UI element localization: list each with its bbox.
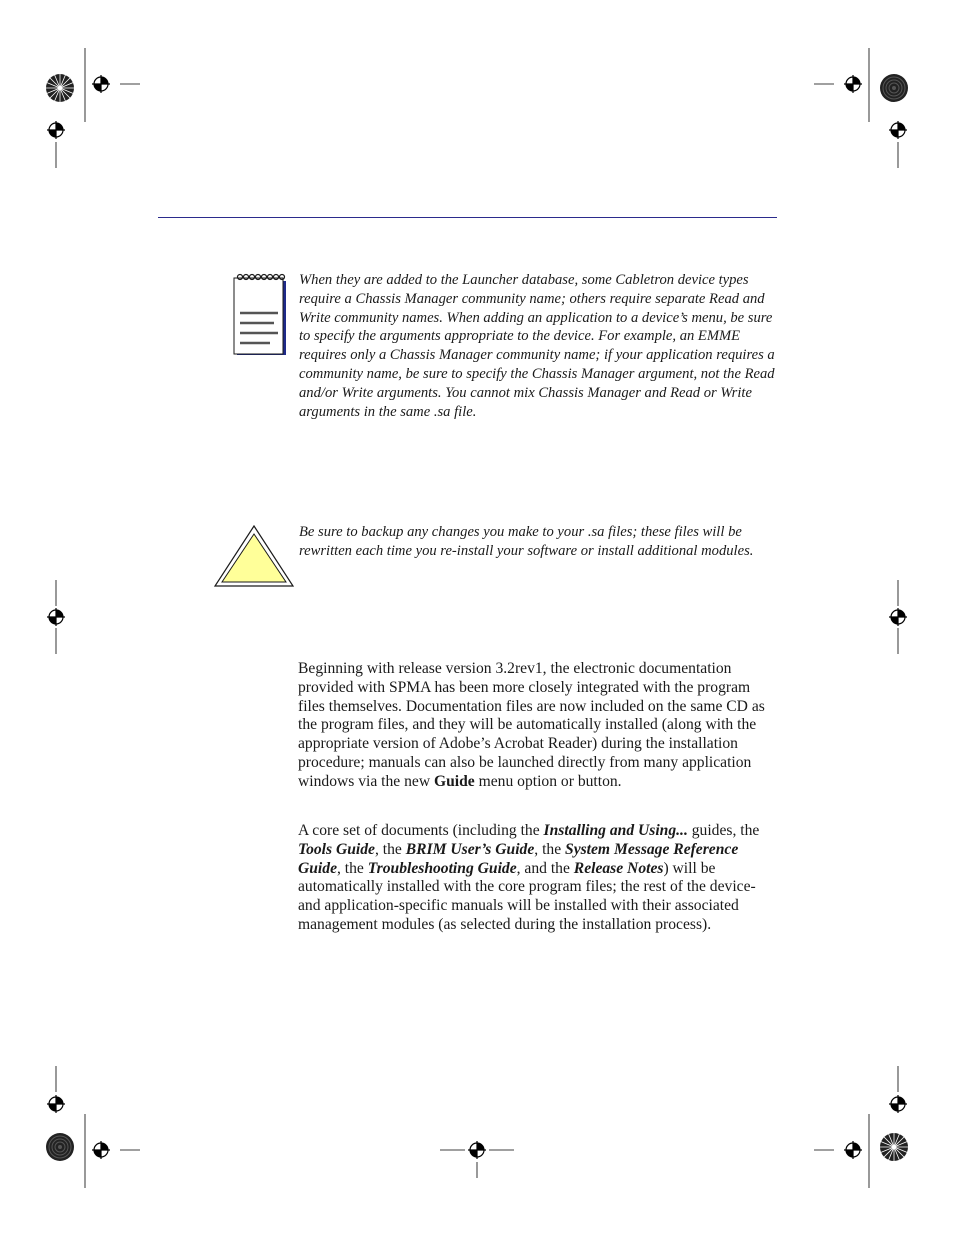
installing-guide-title: Installing and Using... (543, 822, 688, 839)
troubleshooting-guide-title: Troubleshooting Guide (367, 859, 517, 877)
note-text: When they are added to the Launcher database, some Cabletron device types require a Chassis Manager community name; others require separate Read and Write community names. When adding an application to a device’s menu, be sure to specify the arguments appropriate to the device. For example, an EMME requires only a Chassis Manager community name; if your application requires a community name, be sure to specify the Chassis Manager argument, not the Read and/or Write arguments. You cannot mix Chassis Manager and Read or Write arguments in the same .sa file. (299, 272, 775, 420)
p2-text-g: ) will be automatically installed with the core program files; the rest of the device- and application-specific manuals will be installed with their associated management modules (as selected during the installation process). (298, 859, 756, 933)
p2-text-c: , the (374, 840, 406, 858)
body-paragraph-2 (298, 822, 776, 935)
p2-text-f: , and the (516, 859, 574, 877)
p1-text: Beginning with release version 3.2rev1, the electronic documentation provided with SPMA has been more closely integrated with the program files themselves. Documentation files are now included on the same CD as the program files, and they will be automatically installed (along with the appropriate version of Adobe’s Acrobat Reader) during the installation procedure; manuals can also be launched directly from many application windows via the new (298, 660, 765, 790)
brim-guide-title: BRIM User’s Guide (405, 840, 535, 858)
p1-end: menu option or button. (474, 772, 622, 790)
caution-triangle-icon (213, 524, 295, 588)
p2-text-d: , the (534, 840, 566, 858)
caution-text: Be sure to backup any changes you make to your .sa files; these files will be rewritten each time you re-install your software or install additional modules. (299, 524, 754, 559)
body-paragraph-1 (298, 660, 776, 792)
p2-text-b: guides, the (687, 822, 760, 839)
p2-text-a: A core set of documents (including the (298, 822, 544, 839)
p2-text-e: , the (336, 859, 368, 877)
guide-term: Guide (434, 772, 475, 790)
tools-guide-title: Tools Guide (298, 840, 375, 858)
notepad-icon (232, 271, 290, 359)
header-rule (158, 217, 777, 218)
release-notes-title: Release Notes (573, 859, 664, 877)
system-message-guide-title: System Message Reference Guide (298, 840, 739, 877)
